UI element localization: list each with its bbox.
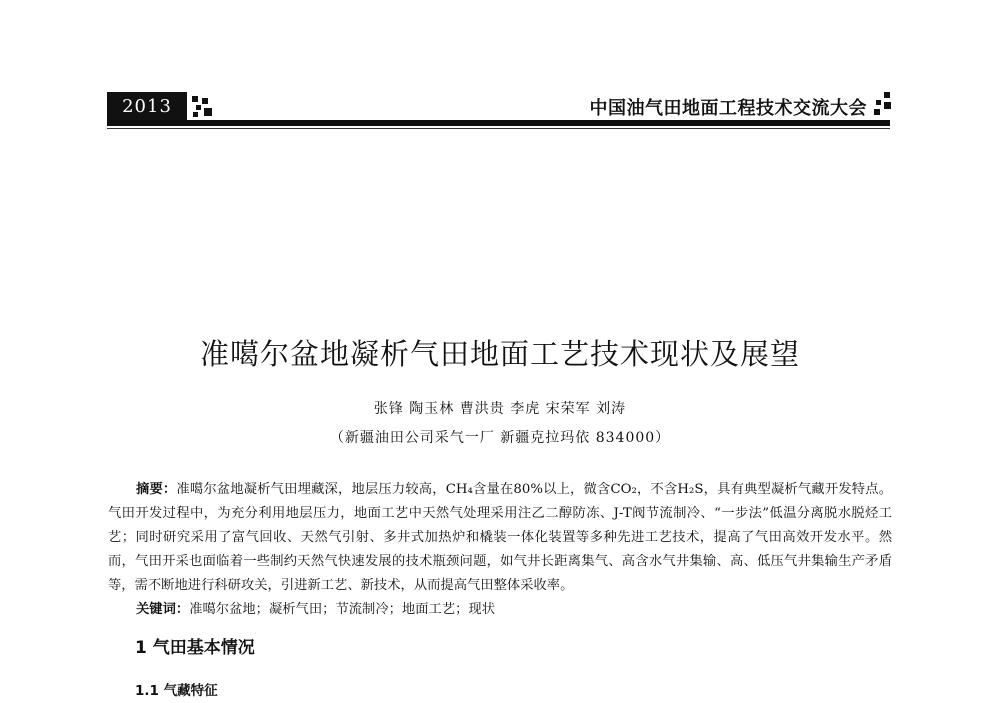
abstract-block [108,478,892,622]
header-decoration-right-icon [872,92,892,118]
conference-title: 中国油气田地面工程技术交流大会 [589,98,867,119]
header-rule [107,120,890,126]
paper-title: 准噶尔盆地凝析气田地面工艺技术现状及展望 [199,337,800,371]
subsection-heading: 1.1 气藏特征 [135,683,218,699]
header-decoration-left-icon [190,94,214,120]
header-rule-thin [107,128,890,129]
keywords-paragraph [108,598,892,622]
abstract-paragraph [108,478,892,598]
abstract-text: 准噶尔盆地凝析气田埋藏深，地层压力较高，CH₄含量在80%以上，微含CO₂，不含H₂S，具有典型凝析气藏开发特点。气田开发过程中，为充分利用地层压力，地面工艺中天然气处理采用注乙二醇防冻、J-T阀节流制冷、“一步法”低温分离脱水脱烃工艺；同时研究采用了富气回收、天然气引射、多井式加热炉和橇装一体化装置等多种先进工艺技术，提高了气田高效开发水平。然而，气田开采也面临着一些制约天然气快速发展的技术瓶颈问题，如气井长距离集气、高含水气井集输、高、低压气井集输生产矛盾等，需不断地进行科研攻关，引进新工艺、新技术，从而提高气田整体采收率。 [108,482,892,593]
paper-authors: 张锋 陶玉林 曹洪贵 李虎 宋荣军 刘涛 [373,401,627,417]
abstract-label: 摘要： [136,482,177,497]
header-year-badge: 2013 [107,92,187,122]
paper-affiliation: （新疆油田公司采气一厂 新疆克拉玛依 834000） [329,430,671,446]
keywords-text: 准噶尔盆地；凝析气田；节流制冷；地面工艺；现状 [189,602,496,617]
section-heading: 1 气田基本情况 [135,638,255,658]
keywords-label: 关键词： [136,602,190,617]
